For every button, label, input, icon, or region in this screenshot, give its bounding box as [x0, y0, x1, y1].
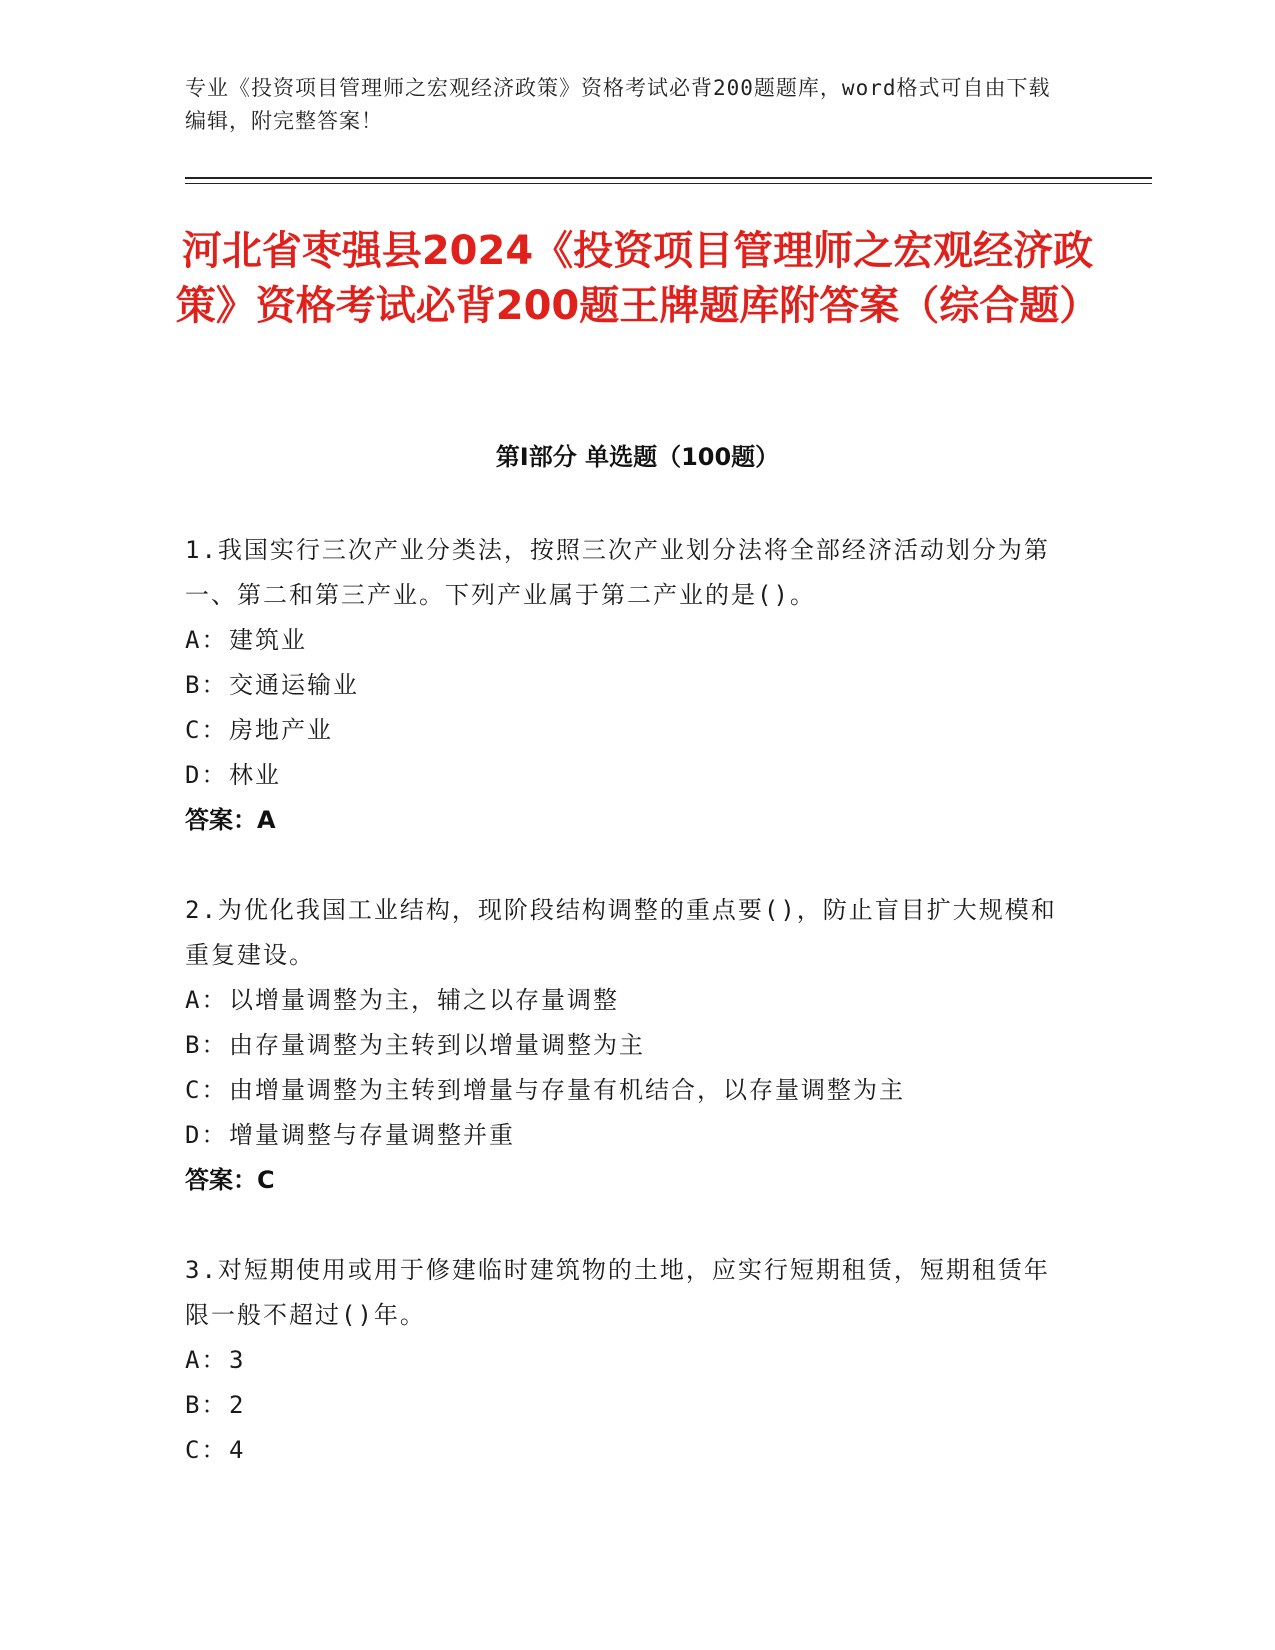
question-option [185, 1383, 1065, 1428]
option-label: C： [185, 716, 228, 744]
question-stem: 1.我国实行三次产业分类法，按照三次产业划分法将全部经济活动划分为第一、第二和第三产业。下列产业属于第二产业的是()。 [185, 536, 1050, 609]
option-text: 林业 [229, 761, 281, 789]
question-answer [185, 798, 1065, 843]
question-item [185, 528, 1065, 843]
question-option [185, 753, 1065, 798]
option-text: 由存量调整为主转到以增量调整为主 [229, 1031, 645, 1059]
header-divider-thin [185, 183, 1152, 184]
question-option [185, 1428, 1065, 1473]
option-text: 由增量调整为主转到增量与存量有机结合，以存量调整为主 [229, 1076, 905, 1104]
header-note: 专业《投资项目管理师之宏观经济政策》资格考试必背200题题库，word格式可自由下载编辑，附完整答案！ [185, 76, 1051, 133]
question-option [185, 1338, 1065, 1383]
option-text: 增量调整与存量调整并重 [229, 1121, 515, 1149]
question-option [185, 1068, 1065, 1113]
question-option [185, 1023, 1065, 1068]
option-text: 建筑业 [229, 626, 307, 654]
document-title: 河北省枣强县2024《投资项目管理师之宏观经济政策》资格考试必背200题王牌题库附答案（综合题） [175, 228, 1100, 329]
answer-value: A [257, 806, 276, 834]
option-label: A： [185, 626, 228, 654]
answer-label: 答案： [185, 806, 257, 834]
question-item [185, 1248, 1065, 1473]
question-item [185, 888, 1065, 1203]
option-text: 3 [229, 1346, 246, 1374]
answer-value: C [257, 1166, 275, 1194]
option-label: D： [185, 1121, 228, 1149]
option-label: B： [185, 1031, 228, 1059]
question-option [185, 663, 1065, 708]
answer-label: 答案： [185, 1166, 257, 1194]
option-label: C： [185, 1076, 228, 1104]
option-text: 4 [229, 1436, 246, 1464]
question-list [185, 528, 1065, 1518]
option-label: C： [185, 1436, 228, 1464]
option-label: A： [185, 1346, 228, 1374]
option-text: 房地产业 [229, 716, 333, 744]
question-answer [185, 1158, 1065, 1203]
question-option [185, 1113, 1065, 1158]
option-label: B： [185, 1391, 228, 1419]
option-text: 交通运输业 [229, 671, 359, 699]
question-stem: 2.为优化我国工业结构，现阶段结构调整的重点要()，防止盲目扩大规模和重复建设。 [185, 896, 1057, 969]
section-heading: 第I部分 单选题（100题） [495, 443, 780, 471]
option-text: 2 [229, 1391, 246, 1419]
option-label: A： [185, 986, 228, 1014]
question-option [185, 978, 1065, 1023]
option-label: B： [185, 671, 228, 699]
question-stem: 3.对短期使用或用于修建临时建筑物的土地，应实行短期租赁，短期租赁年限一般不超过()年。 [185, 1256, 1050, 1329]
option-label: D： [185, 761, 228, 789]
option-text: 以增量调整为主，辅之以存量调整 [229, 986, 619, 1014]
question-option [185, 708, 1065, 753]
header-divider [185, 177, 1152, 179]
question-option [185, 618, 1065, 663]
